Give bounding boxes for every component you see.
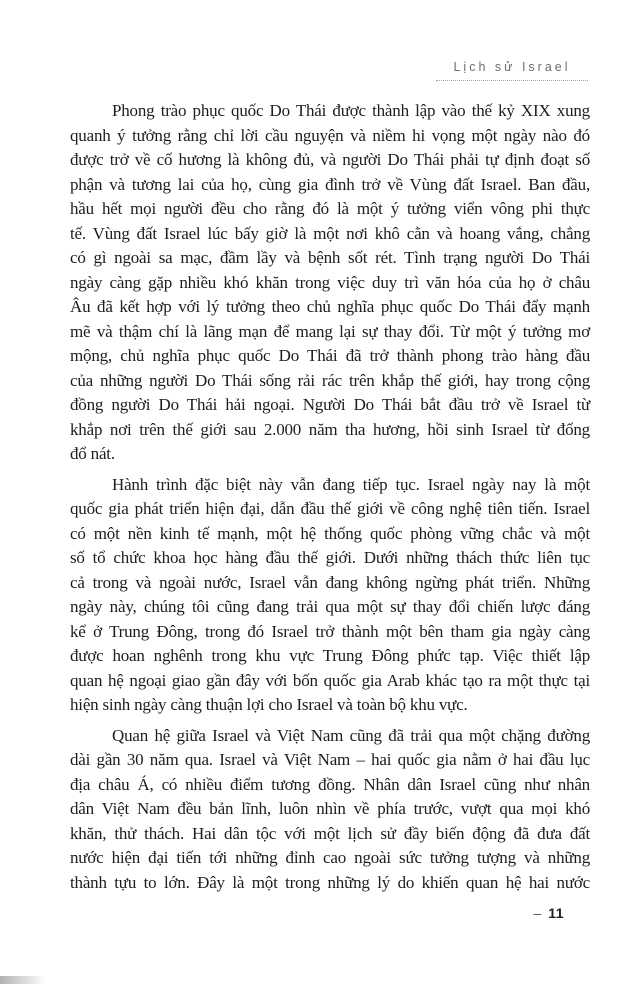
text-line: quanh ý tưởng rằng chỉ lời cầu nguyện và niềm hi vọng một ngày nào đó bbox=[70, 125, 590, 145]
text-line: kể ở Trung Đông, trong đó Israel trở thành một bên tham gia ngày càng bbox=[70, 621, 590, 641]
text-line: hiện sinh ngày càng thuận lợi cho Israel và toàn bộ khu vực. bbox=[70, 695, 468, 714]
text-line: Âu đã kết hợp với lý tưởng theo chủ nghĩa phục quốc Do Thái đẩy mạnh bbox=[70, 297, 590, 316]
text-line: quan hệ ngoại giao gần đây với bốn quốc gia Arab khác tạo ra một thực tại bbox=[70, 670, 590, 690]
page-number bbox=[533, 905, 564, 921]
text-line: Hành trình đặc biệt này vẫn đang tiếp tục. Israel ngày nay là một bbox=[112, 474, 590, 494]
page-number-value: 11 bbox=[548, 905, 564, 921]
text-line: có một nền kinh tế mạnh, một hệ thống quốc phòng vững chắc và một bbox=[70, 523, 590, 543]
text-line: đồng người Do Thái hải ngoại. Người Do Thái bắt đầu trở về Israel từ bbox=[70, 395, 590, 414]
paragraph bbox=[70, 99, 590, 467]
text-line: mộng, chủ nghĩa phục quốc Do Thái đã trở thành phong trào hàng đầu bbox=[70, 346, 590, 365]
text-line: đổ nát. bbox=[70, 444, 115, 463]
text-line: phận và tương lai của họ, cùng gia đình trở về Vùng đất Israel. Ban đầu, bbox=[70, 174, 590, 194]
text-line: số tổ chức khoa học hàng đầu thế giới. Dưới những thách thức liên tục bbox=[70, 548, 590, 567]
text-line: có gì ngoài sa mạc, đầm lầy và bệnh sốt rét. Tình trạng người Do Thái bbox=[70, 248, 590, 267]
text-line: địa châu Á, có nhiều điểm tương đồng. Nhân dân Israel cũng như nhân bbox=[70, 774, 590, 794]
text-line: Phong trào phục quốc Do Thái được thành lập vào thế kỷ XIX xung bbox=[112, 101, 590, 120]
body-text bbox=[70, 99, 590, 901]
text-line: cả trong và ngoài nước, Israel vẫn đang không ngừng phát triển. Những bbox=[70, 572, 590, 592]
text-line: của những người Do Thái sống rải rác trên khắp thế giới, hay trong cộng bbox=[70, 370, 590, 390]
paragraph bbox=[70, 473, 590, 718]
text-line: thành tựu to lớn. Đây là một trong những lý do khiến quan hệ hai nước bbox=[70, 872, 590, 892]
page-number-dash: – bbox=[533, 905, 542, 921]
text-line: mẽ và thậm chí là lãng mạn để mang lại sự thay đổi. Từ một ý tưởng mơ bbox=[70, 321, 590, 341]
running-header: Lịch sử Israel bbox=[436, 60, 588, 81]
text-line: được trở về cố hương là không đủ, và người Do Thái phải tự định đoạt số bbox=[70, 150, 590, 169]
text-line: ngày này, chúng tôi cũng đang trải qua một sự thay đổi chiến lược đáng bbox=[70, 597, 590, 616]
text-line: khăn, thử thách. Hai dân tộc với một lịch sử đầy biến động đã đưa đất bbox=[70, 823, 590, 843]
paragraph bbox=[70, 724, 590, 896]
text-line: được hoan nghênh trong khu vực Trung Đông phức tạp. Việc thiết lập bbox=[70, 646, 590, 665]
text-line: Quan hệ giữa Israel và Việt Nam cũng đã trải qua một chặng đường bbox=[112, 725, 590, 745]
text-line: ngày càng gặp nhiều khó khăn trong việc duy trì văn hóa của họ ở châu bbox=[70, 272, 590, 292]
text-line: khắp nơi trên thế giới sau 2.000 năm tha hương, hồi sinh Israel từ đống bbox=[70, 419, 590, 439]
text-line: dân Việt Nam đều bản lĩnh, luôn nhìn về phía trước, vượt qua mọi khó bbox=[70, 799, 590, 818]
scan-edge-shadow bbox=[0, 976, 46, 984]
text-line: quốc gia phát triển hiện đại, dẫn đầu thế giới về công nghệ tiên tiến. Israel bbox=[70, 499, 590, 518]
text-line: tế. Vùng đất Israel lúc bấy giờ là một nơi khô cằn và hoang vắng, chẳng bbox=[70, 223, 590, 243]
text-line: hầu hết mọi người đều cho rằng đó là một ý tưởng viển vông phi thực bbox=[70, 199, 590, 218]
text-line: dài gần 30 năm qua. Israel và Việt Nam – hai quốc gia nằm ở hai đầu lục bbox=[70, 750, 590, 769]
text-line: nước hiện đại tiến tới những đỉnh cao ngoài sức tưởng tượng và những bbox=[70, 848, 590, 867]
